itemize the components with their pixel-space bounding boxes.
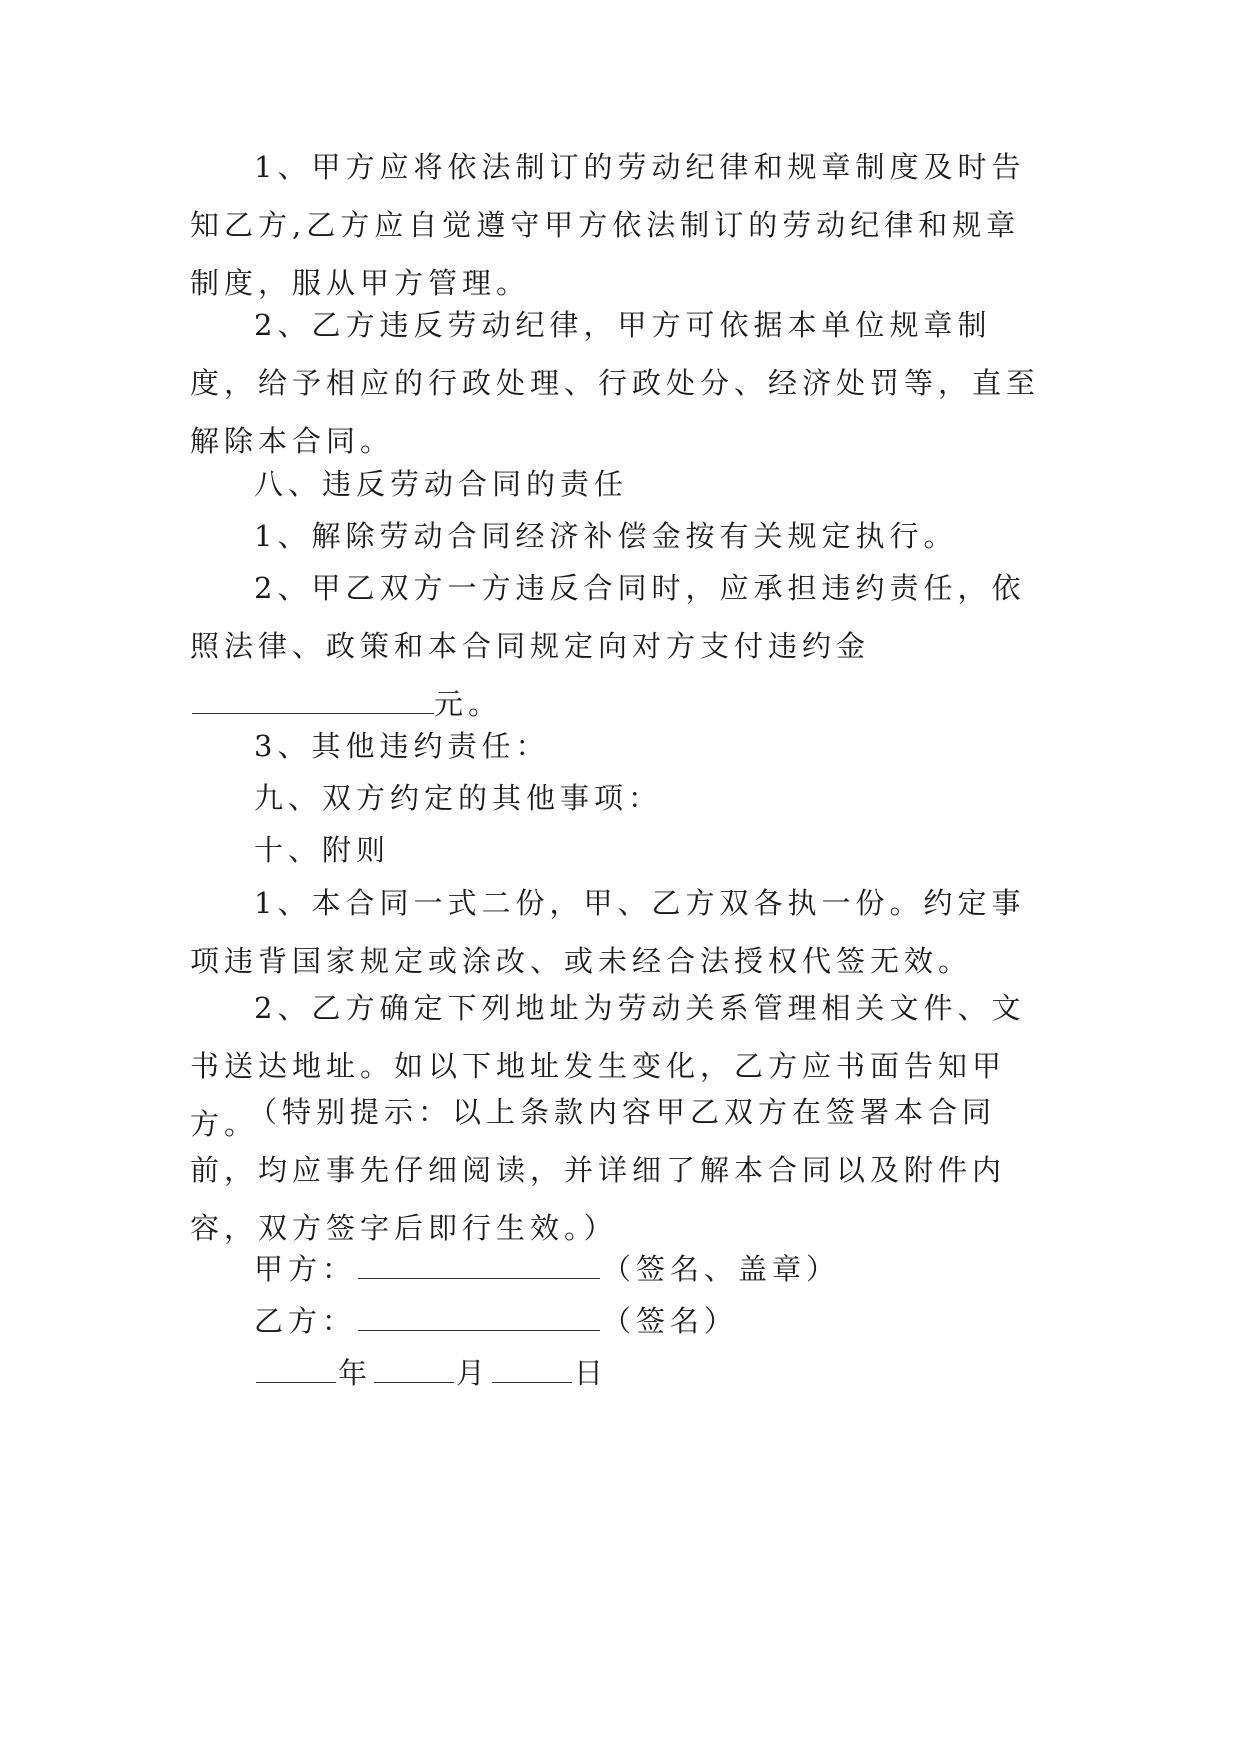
- breach-penalty-unit: 元。: [434, 687, 503, 721]
- party-b-label: 乙方：: [254, 1304, 357, 1338]
- paragraph-special-notice: （特别提示：以上条款内容甲乙双方在签署本合同前，均应事先仔细阅读，并详细了解本合同以及附件内容，双方签字后即行生效。）: [190, 1095, 1007, 1245]
- year-label: 年: [338, 1356, 373, 1390]
- party-a-signature-blank: [358, 1256, 600, 1279]
- day-blank: [492, 1360, 572, 1383]
- signature-party-a: [254, 1240, 840, 1298]
- party-b-signature-blank: [358, 1308, 600, 1331]
- breach-penalty-text: 2、甲乙双方一方违反合同时，应承担违约责任，依照法律、政策和本合同规定向对方支付违约金: [190, 571, 1026, 663]
- month-label: 月: [456, 1356, 491, 1390]
- party-a-suffix: （签名、盖章）: [602, 1252, 841, 1286]
- year-blank: [256, 1360, 336, 1383]
- month-blank: [374, 1360, 454, 1383]
- penalty-amount-blank: [192, 691, 434, 714]
- paragraph-service-address: 2、乙方确定下列地址为劳动关系管理相关文件、文书送达地址。如以下地址发生变化，乙方应书面告知甲方。: [190, 991, 1026, 1141]
- party-a-label: 甲方：: [254, 1252, 357, 1286]
- signature-party-b: [254, 1292, 738, 1350]
- day-label: 日: [574, 1356, 609, 1390]
- paragraph-compensation: 1、解除劳动合同经济补偿金按有关规定执行。: [254, 519, 958, 553]
- paragraph-copies: 1、本合同一式二份，甲、乙方双各执一份。约定事项违背国家规定或涂改、或未经合法授权代签无效。: [190, 886, 1026, 978]
- paragraph-other-liability: 3、其他违约责任：: [254, 729, 550, 763]
- signature-date: [254, 1344, 608, 1402]
- section-heading-liability: 八、违反劳动合同的责任: [254, 467, 629, 501]
- party-b-suffix: （签名）: [602, 1304, 739, 1338]
- section-heading-other-matters: 九、双方约定的其他事项：: [254, 781, 663, 815]
- section-heading-supplementary: 十、附则: [254, 833, 391, 867]
- paragraph-breach-penalty: [190, 559, 1050, 733]
- paragraph-discipline-violation: 2、乙方违反劳动纪律，甲方可依据本单位规章制度，给予相应的行政处理、行政处分、经济处罚等，直至解除本合同。: [190, 308, 1041, 458]
- paragraph-discipline-rules: 1、甲方应将依法制订的劳动纪律和规章制度及时告知乙方,乙方应自觉遵守甲方依法制订的劳动纪律和规章制度，服从甲方管理。: [190, 150, 1026, 300]
